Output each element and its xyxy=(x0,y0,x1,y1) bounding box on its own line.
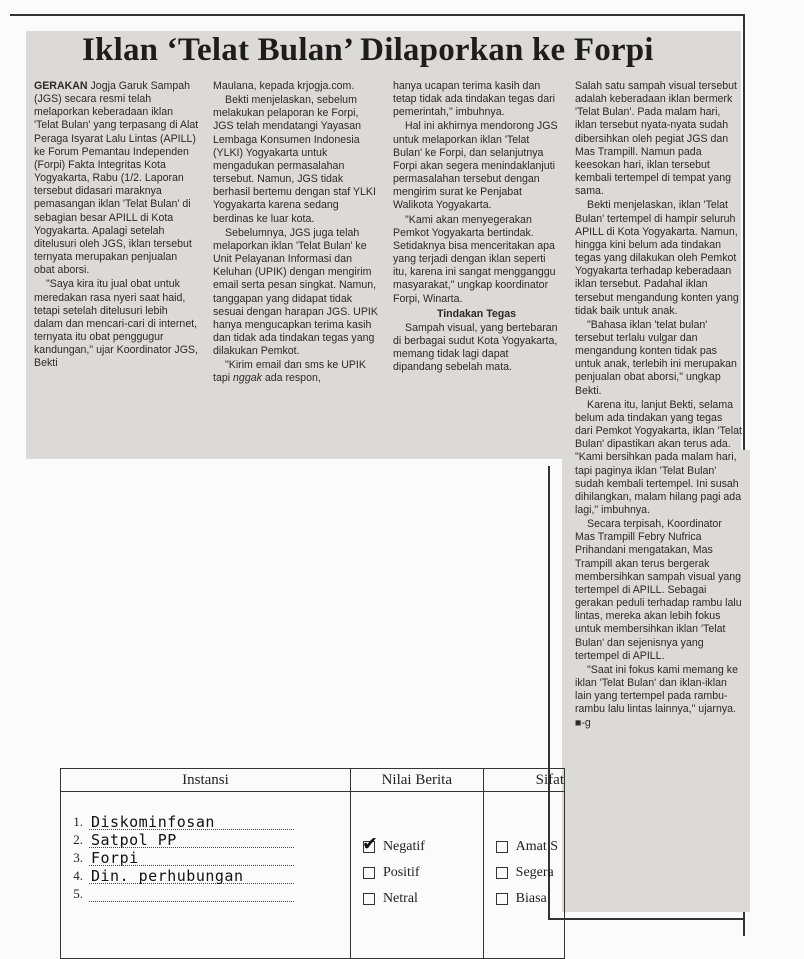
option-negatif[interactable]: ✔ Negatif xyxy=(361,834,425,855)
checkbox-icon[interactable] xyxy=(363,867,375,879)
col4-paragraph-3: "Bahasa iklan 'telat bulan' tersebut terlalu vulgar dan mengandung konten tidak pas untuk anak, terlebih ini merupakan penjualan obat aborsi," ungkap Bekti. xyxy=(575,318,737,397)
col1-paragraph-1: GERAKAN Jogja Garuk Sampah (JGS) secara resmi telah melaporkan keberadaan iklan 'Telat Bulan' yang terpasang di Alat Peraga Isyarat Lalu Lintas (APILL) ke Forum Pemantau Independen (Forpi) Fakta Integritas Kota Yogyakarta, Rabu (1/2. Laporan tersebut didasari maraknya pemasangan iklan 'Telat Bulan' di sebagian besar APILL di Kota Yogyakarta. Apalagi setelah ditelusuri oleh JGS, iklan tersebut ternyata merupakan penjualan obat aborsi. xyxy=(34,80,199,277)
header-instansi: Instansi xyxy=(61,769,351,792)
checkbox-icon[interactable] xyxy=(496,841,508,853)
article-column-1 xyxy=(34,80,199,371)
lead-word: GERAKAN xyxy=(34,80,88,92)
header-sifat: Sifat xyxy=(483,769,564,792)
article-column-2 xyxy=(213,80,380,387)
col2-paragraph-4: "Kirim email dan sms ke UPIK tapi nggak ada respon, xyxy=(213,359,366,385)
subheading: Tindakan Tegas xyxy=(436,307,517,320)
col3-paragraph-3: "Kami akan menyegerakan Pemkot Yogyakarta bertindak. Setidaknya bisa menceritakan apa yang terjadi dengan iklan seperti itu, karena ini sangat mengganggu masyarakat," ungkap koordinator Forpi, Winarta. xyxy=(393,213,556,305)
col4-paragraph-2: Bekti menjelaskan, iklan 'Telat Bulan' tertempel di hampir seluruh APILL di Kota Yogyakarta. Namun, hingga kini belum ada tindakan tegas yang dilakukan oleh Pemkot Yogyakarta terhadap keberadaan iklan tersebut. Padahal iklan tersebut mengandung konten yang tidak baik untuk anak. xyxy=(575,199,739,317)
col4-paragraph-4: Karena itu, lanjut Bekti, selama belum ada tindakan yang tegas dari Pemkot Yogyakarta, iklan 'Telat Bulan' dipastikan akan terus ada. "Kami bersihkan pada malam hari, tapi paginya iklan 'Telat Bulan' sudah kembali tertempel. Ini susah dihilangkan, malam hilang pagi ada lagi," imbuhnya. xyxy=(575,398,742,516)
instansi-row-2: 2. Satpol PP xyxy=(61,830,350,848)
checkbox-icon[interactable] xyxy=(363,893,375,905)
checkbox-icon[interactable] xyxy=(496,893,508,905)
clipping-overlap xyxy=(562,770,750,912)
col4-paragraph-5: Secara terpisah, Koordinator Mas Trampill Febry Nufrica Prihandani mengatakan, Mas Trampill akan terus bergerak membersihkan sampah visual yang tertempel di APILL. Sebagai gerakan peduli terhadap rambu lalu lintas, mereka akan lebih fokus untuk membersihkan iklan 'Telat Bulan' dan sejenisnya yang tertempel di APILL. xyxy=(575,518,742,662)
article-column-4 xyxy=(575,80,742,731)
instansi-row-3: 3. Forpi xyxy=(61,848,350,866)
handwritten-entry: Forpi xyxy=(91,849,139,867)
col4-paragraph-6: "Saat ini fokus kami memang ke iklan 'Telat Bulan' dan iklan-iklan lain yang tertempel pada rambu-rambu lalu lintas lainnya," ujarnya. ■-g xyxy=(575,663,738,729)
col3-paragraph-1: hanya ucapan terima kasih dan tetap tidak ada tindakan tegas dari pemerintah," imbuhnya. xyxy=(393,80,555,119)
instansi-row-1: 1. Diskominfosan xyxy=(61,812,350,830)
nilai-berita-options xyxy=(350,792,483,959)
article-column-3 xyxy=(393,80,560,375)
option-biasa[interactable]: Biasa xyxy=(484,886,564,912)
checkmark-icon: ✔ xyxy=(361,834,378,855)
instansi-list xyxy=(61,792,351,959)
headline: Iklan ‘Telat Bulan’ Dilaporkan ke Forpi xyxy=(82,32,654,68)
checkbox-icon[interactable] xyxy=(361,834,378,855)
classification-form xyxy=(60,768,565,959)
col2-paragraph-2: Bekti menjelaskan, sebelum melakukan pelaporan ke Forpi, JGS telah mendatangi Yayasan Lembaga Konsumen Indonesia (YLKI) Yogyakarta untuk mengadukan permasalahan tersebut. Namun, JGS tidak berhasil bertemu dengan staf YLKI Yogyakarta karena sedang berdinas ke luar kota. xyxy=(213,94,376,225)
col1-paragraph-2: "Saya kira itu jual obat untuk meredakan rasa nyeri saat haid, tetapi setelah ditelusuri lebih dalam dan mencari-cari di internet, ternyata itu obat penggugur kandungan," ujar Koordinator JGS, Bekti xyxy=(34,278,198,370)
col3-paragraph-2: Hal ini akhirnya mendorong JGS untuk melaporkan iklan 'Telat Bulan' ke Forpi, dan selanjutnya Forpi akan segera menindaklanjuti permasalahan tersebut dengan mengirim surat ke Penjabat Walikota Yogyakarta. xyxy=(393,120,558,212)
option-positif[interactable]: Positif xyxy=(351,860,483,886)
instansi-row-5: 5. xyxy=(61,884,350,902)
handwritten-entry: Satpol PP xyxy=(91,831,177,849)
col3-paragraph-4: Sampah visual, yang bertebaran di berbagai sudut Kota Yogyakarta, memang tidak lagi dapat dipandang sebelah mata. xyxy=(393,321,558,374)
option-amat-segera[interactable]: Amat S xyxy=(484,834,564,860)
option-netral[interactable]: Netral xyxy=(351,886,483,912)
col4-paragraph-1: Salah satu sampah visual tersebut adalah keberadaan iklan bermerk 'Telat Bulan'. Pada malam hari, iklan tersebut nyata-nyata sudah dibersihkan oleh pegiat JGS dan Mas Trampill. Namun pada keesokan hari, iklan tersebut kembali tertempel di tempat yang sama. xyxy=(575,80,737,198)
checkbox-icon[interactable] xyxy=(496,867,508,879)
header-nilai-berita: Nilai Berita xyxy=(350,769,483,792)
instansi-row-4: 4. Din. perhubungan xyxy=(61,866,350,884)
handwritten-entry: Diskominfosan xyxy=(91,813,215,831)
option-segera[interactable]: Segera xyxy=(484,860,564,886)
sifat-options xyxy=(483,792,564,959)
col2-paragraph-1: Maulana, kepada krjogja.com. xyxy=(213,80,355,92)
col2-paragraph-3: Sebelumnya, JGS juga telah melaporkan iklan 'Telat Bulan' ke Unit Pelayanan Informasi dan Keluhan (UPIK) dengan mengirim email serta pesan singkat. Namun, tanggapan yang didapat tidak sesuai dengan harapan JGS. UPIK hanya mengucapkan terima kasih dan tidak ada tindakan tegas yang dilakukan Pemkot. xyxy=(213,226,378,358)
handwritten-entry: Din. perhubungan xyxy=(91,867,244,885)
